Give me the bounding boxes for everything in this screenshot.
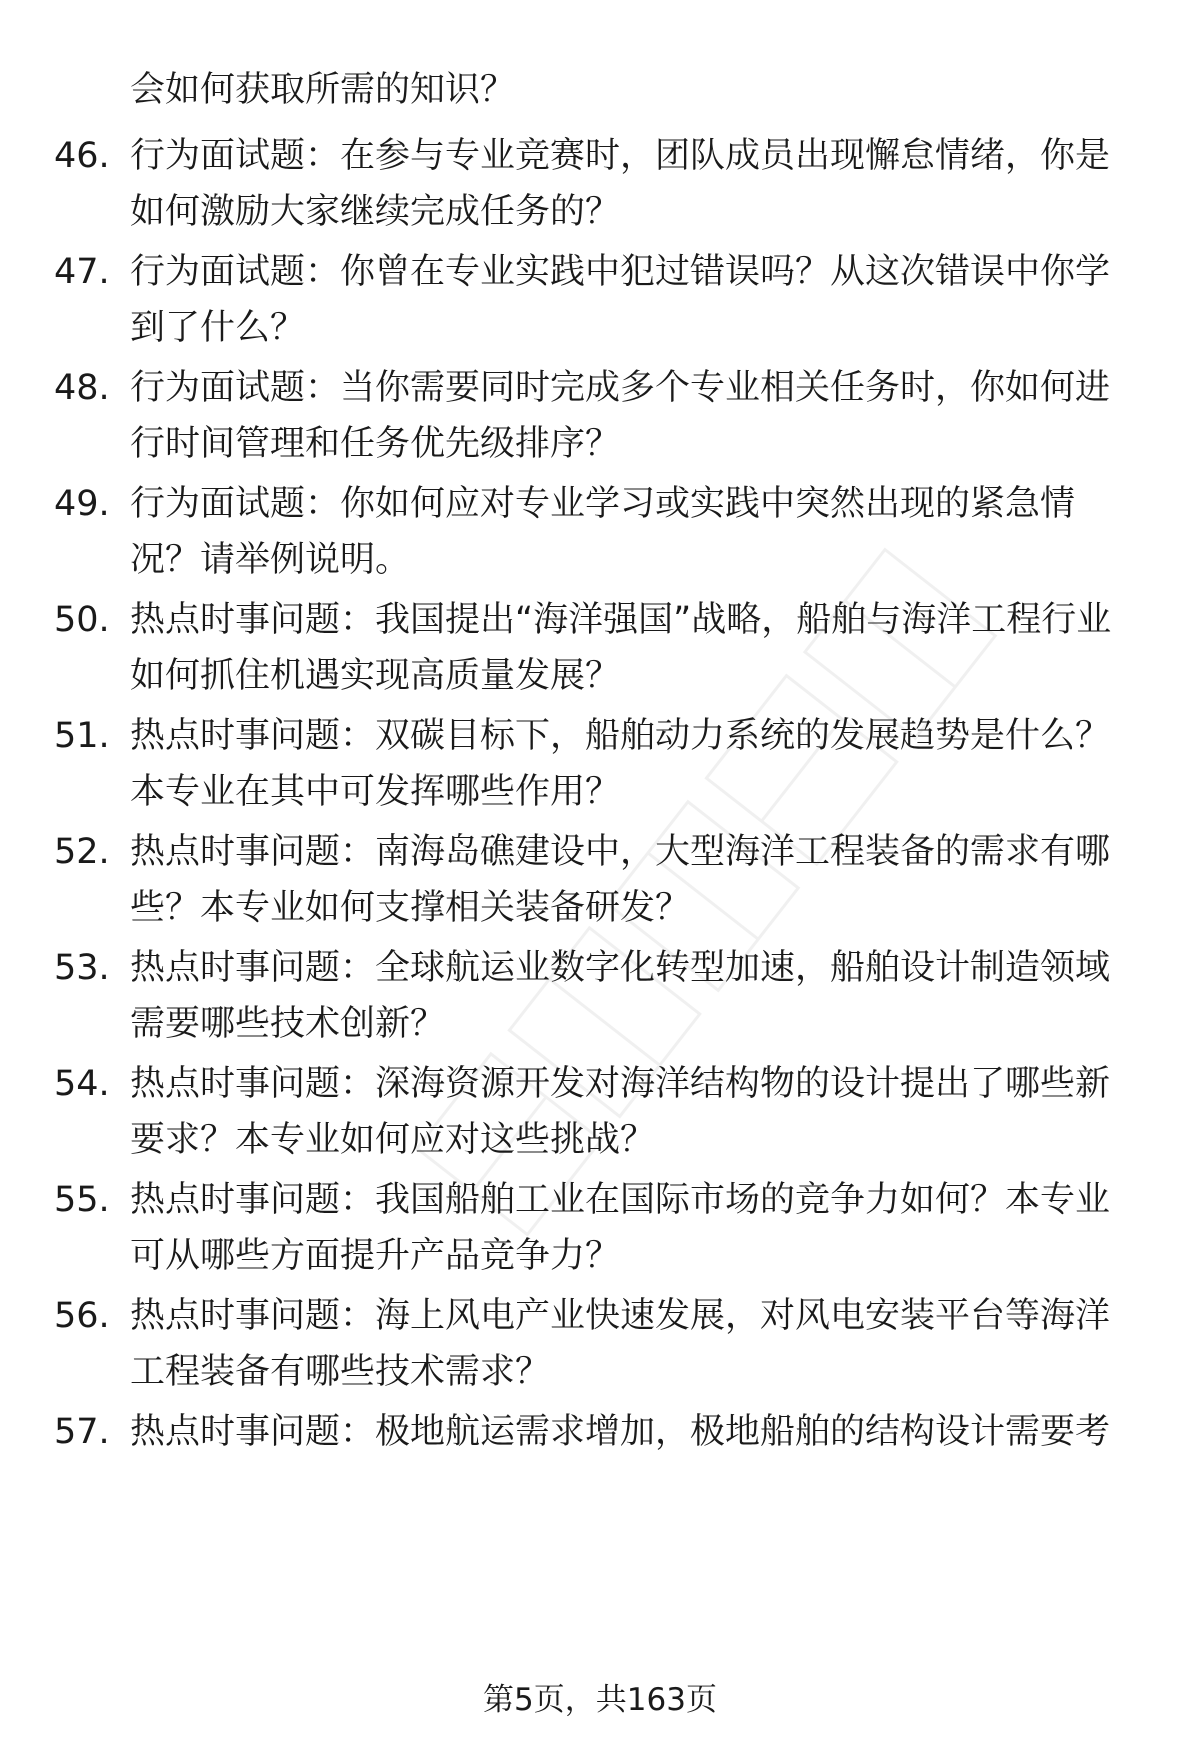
item-text: 热点时事问题：南海岛礁建设中，大型海洋工程装备的需求有哪些？本专业如何支撑相关装备研发？ <box>130 832 1111 928</box>
item-number: 53. <box>54 948 110 988</box>
item-text: 热点时事问题：海上风电产业快速发展，对风电安装平台等海洋工程装备有哪些技术需求？ <box>130 1296 1111 1392</box>
item-number: 52. <box>54 832 110 872</box>
item-number: 49. <box>54 484 110 524</box>
item-text: 行为面试题：你如何应对专业学习或实践中突然出现的紧急情况？请举例说明。 <box>130 484 1076 580</box>
item-number: 46. <box>54 136 110 176</box>
item-number: 56. <box>54 1296 110 1336</box>
item-text: 行为面试题：当你需要同时完成多个专业相关任务时，你如何进行时间管理和任务优先级排序？ <box>130 368 1111 464</box>
item-text: 热点时事问题：全球航运业数字化转型加速，船舶设计制造领域需要哪些技术创新？ <box>130 948 1111 1044</box>
item-number: 48. <box>54 368 110 408</box>
item-text: 热点时事问题：我国船舶工业在国际市场的竞争力如何？本专业可从哪些方面提升产品竞争力？ <box>130 1180 1111 1276</box>
item-text: 行为面试题：你曾在专业实践中犯过错误吗？从这次错误中你学到了什么？ <box>130 252 1111 348</box>
item-number: 51. <box>54 716 110 756</box>
item-text: 热点时事问题：我国提出“海洋强国”战略，船舶与海洋工程行业如何抓住机遇实现高质量发展？ <box>130 600 1112 696</box>
item-text: 行为面试题：在参与专业竞赛时，团队成员出现懈怠情绪，你是如何激励大家继续完成任务的？ <box>130 136 1111 232</box>
item-text: 热点时事问题：极地航运需求增加，极地船舶的结构设计需要考 <box>130 1412 1111 1452</box>
item-number: 55. <box>54 1180 110 1220</box>
item-number: 57. <box>54 1412 110 1452</box>
item-number: 50. <box>54 600 110 640</box>
continuation-line: 会如何获取所需的知识？ <box>130 70 516 110</box>
item-text: 热点时事问题：深海资源开发对海洋结构物的设计提出了哪些新要求？本专业如何应对这些挑战？ <box>130 1064 1111 1160</box>
item-number: 54. <box>54 1064 110 1104</box>
item-number: 47. <box>54 252 110 292</box>
item-text: 热点时事问题：双碳目标下，船舶动力系统的发展趋势是什么？本专业在其中可发挥哪些作用？ <box>130 716 1111 812</box>
page-footer: 第5页，共163页 <box>483 1682 717 1718</box>
